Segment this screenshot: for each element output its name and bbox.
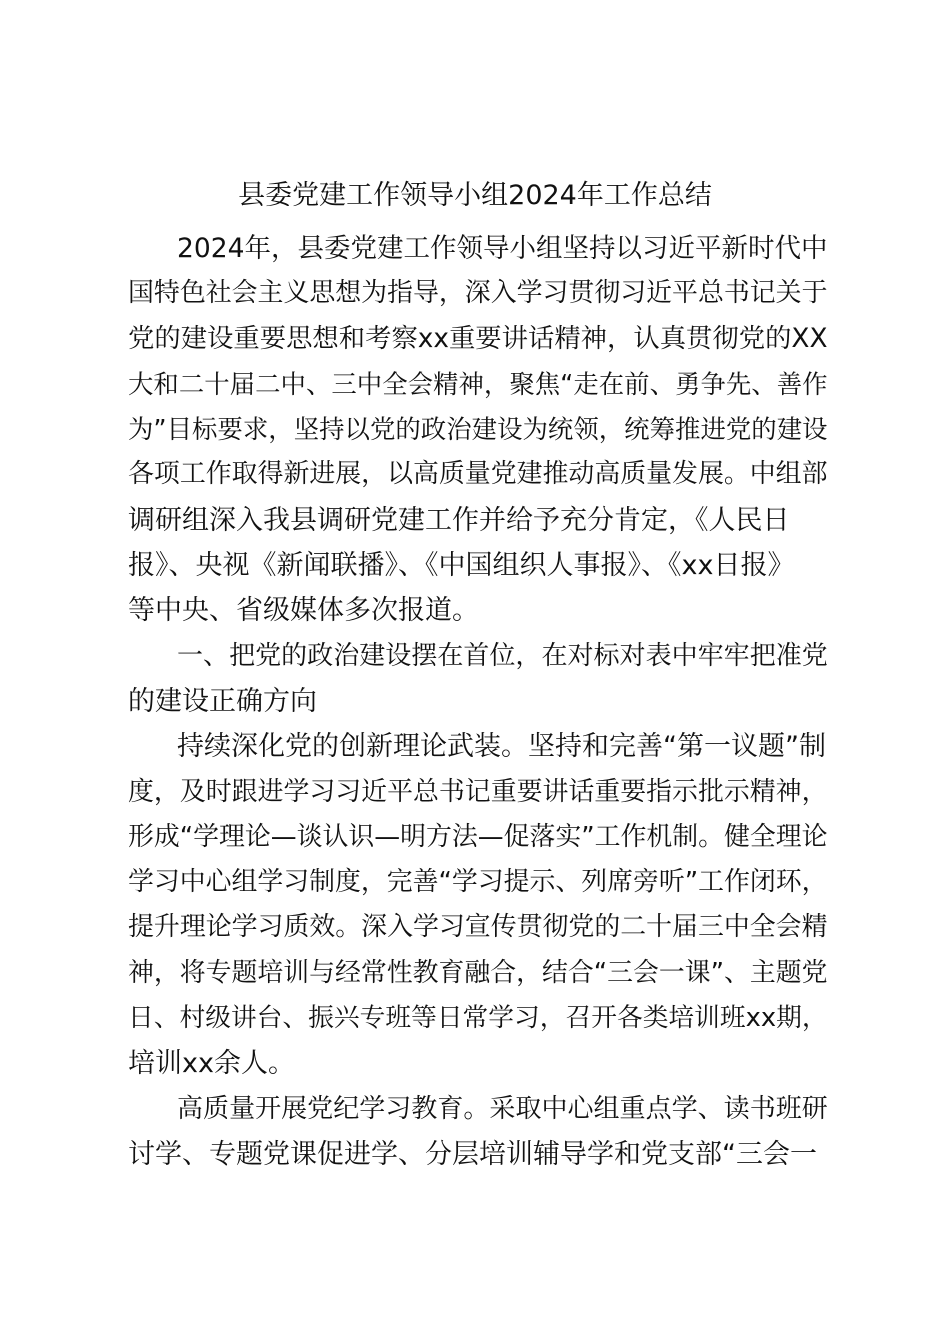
body-line: 大和二十届二中、三中全会精神，聚焦“走在前、勇争先、善作 [128, 368, 828, 399]
body-line: 国特色社会主义思想为指导，深入学习贯彻习近平总书记关于 [128, 278, 828, 309]
body-line: 报》、央视《新闻联播》、《中国组织人事报》、《xx日报》 [128, 550, 795, 582]
body-line: 神，将专题培训与经常性教育融合，结合“三会一课”、主题党 [128, 957, 828, 988]
body-line: 党的建设重要思想和考察xx重要讲话精神，认真贯彻党的XX [128, 323, 828, 354]
body-line: 提升理论学习质效。深入学习宣传贯彻党的二十届三中全会精 [128, 912, 828, 943]
body-line: 持续深化党的创新理论武装。坚持和完善“第一议题”制 [177, 731, 826, 763]
body-line: 学习中心组学习制度，完善“学习提示、列席旁听”工作闭环， [128, 867, 828, 898]
body-line: 等中央、省级媒体多次报道。 [128, 595, 479, 627]
body-line: 一、把党的政治建设摆在首位，在对标对表中牢牢把准党 [177, 640, 828, 671]
body-line: 调研组深入我县调研党建工作并给予充分肯定，《人民日 [128, 504, 790, 536]
body-line: 的建设正确方向 [128, 685, 317, 717]
body-line: 各项工作取得新进展，以高质量党建推动高质量发展。中组部 [128, 459, 828, 490]
body-line: 培训xx余人。 [128, 1048, 295, 1080]
document-title: 县委党建工作领导小组2024年工作总结 [238, 180, 712, 211]
body-line: 度，及时跟进学习习近平总书记重要讲话重要指示批示精神， [128, 776, 828, 807]
body-line: 2024年，县委党建工作领导小组坚持以习近平新时代中 [177, 233, 828, 264]
body-line: 形成“学理论—谈认识—明方法—促落实”工作机制。健全理论 [128, 821, 828, 852]
body-line: 为”目标要求，坚持以党的政治建设为统领，统筹推进党的建设 [128, 414, 828, 445]
body-line: 日、村级讲台、振兴专班等日常学习，召开各类培训班xx期， [128, 1003, 828, 1034]
document-body [128, 226, 828, 1177]
body-line: 讨学、专题党课促进学、分层培训辅导学和党支部“三会一 [128, 1138, 817, 1170]
body-line: 高质量开展党纪学习教育。采取中心组重点学、读书班研 [177, 1093, 828, 1124]
